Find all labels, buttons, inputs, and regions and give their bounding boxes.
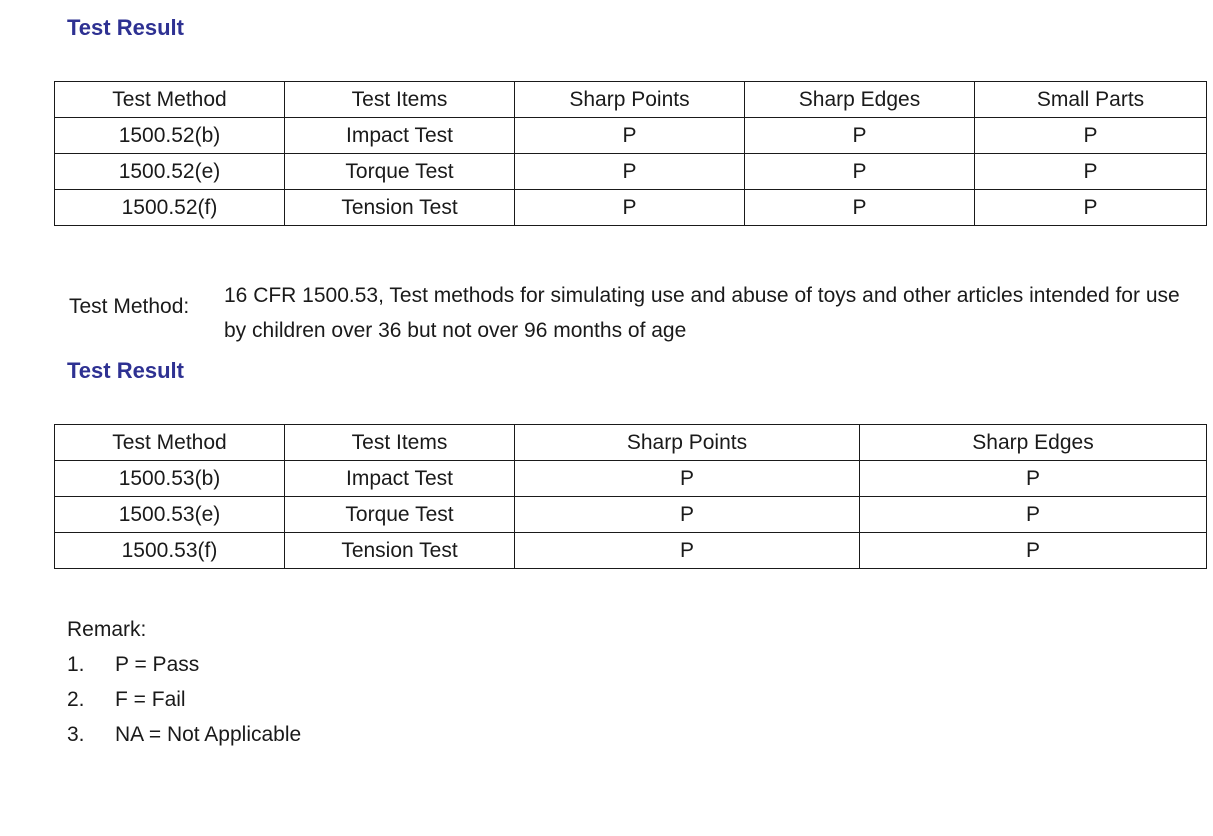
cell-test-item: Impact Test [285,118,515,154]
remark-list [67,647,301,752]
header-test-items: Test Items [285,425,515,461]
remark-number: 3. [67,723,85,746]
table-row [55,190,1207,226]
test-result-table-1 [54,81,1207,226]
cell-test-method: 1500.53(f) [55,533,285,569]
remark-text: P = Pass [115,653,200,676]
header-test-method: Test Method [55,82,285,118]
remark-section [67,612,301,752]
cell-test-item: Impact Test [285,461,515,497]
table-header-row [55,425,1207,461]
test-method-description: 16 CFR 1500.53, Test methods for simulating use and abuse of toys and other articles intended for use by children over 36 but not over 96 months of age [224,284,1180,342]
cell-sharp-edges: P [745,190,975,226]
cell-test-method: 1500.53(b) [55,461,285,497]
table-row [55,118,1207,154]
cell-sharp-edges: P [860,461,1207,497]
table-row [55,154,1207,190]
section-2-title: Test Result [67,358,184,383]
test-result-table-2 [54,424,1207,569]
header-sharp-points: Sharp Points [515,82,745,118]
cell-sharp-edges: P [860,533,1207,569]
list-item [67,647,301,682]
header-small-parts: Small Parts [975,82,1207,118]
remark-text: NA = Not Applicable [115,723,302,746]
cell-test-item: Torque Test [285,497,515,533]
table-row [55,497,1207,533]
header-sharp-edges: Sharp Edges [860,425,1207,461]
table-row [55,533,1207,569]
header-sharp-points: Sharp Points [515,425,860,461]
cell-test-method: 1500.52(f) [55,190,285,226]
cell-test-method: 1500.52(b) [55,118,285,154]
cell-test-method: 1500.52(e) [55,154,285,190]
cell-sharp-edges: P [745,154,975,190]
cell-sharp-points: P [515,154,745,190]
cell-sharp-edges: P [745,118,975,154]
section-1-title: Test Result [67,15,184,40]
cell-sharp-points: P [515,533,860,569]
cell-small-parts: P [975,154,1207,190]
cell-sharp-points: P [515,461,860,497]
cell-test-item: Tension Test [285,190,515,226]
cell-test-item: Tension Test [285,533,515,569]
remark-number: 2. [67,688,85,711]
cell-small-parts: P [975,118,1207,154]
header-test-items: Test Items [285,82,515,118]
cell-test-method: 1500.53(e) [55,497,285,533]
remark-title: Remark: [67,618,147,641]
cell-sharp-points: P [515,190,745,226]
cell-small-parts: P [975,190,1207,226]
header-sharp-edges: Sharp Edges [745,82,975,118]
test-method-label: Test Method: [69,295,190,318]
cell-sharp-points: P [515,118,745,154]
list-item [67,717,301,752]
list-item [67,682,301,717]
cell-sharp-points: P [515,497,860,533]
remark-text: F = Fail [115,688,186,711]
cell-test-item: Torque Test [285,154,515,190]
table-header-row [55,82,1207,118]
header-test-method: Test Method [55,425,285,461]
cell-sharp-edges: P [860,497,1207,533]
remark-number: 1. [67,653,85,676]
table-row [55,461,1207,497]
